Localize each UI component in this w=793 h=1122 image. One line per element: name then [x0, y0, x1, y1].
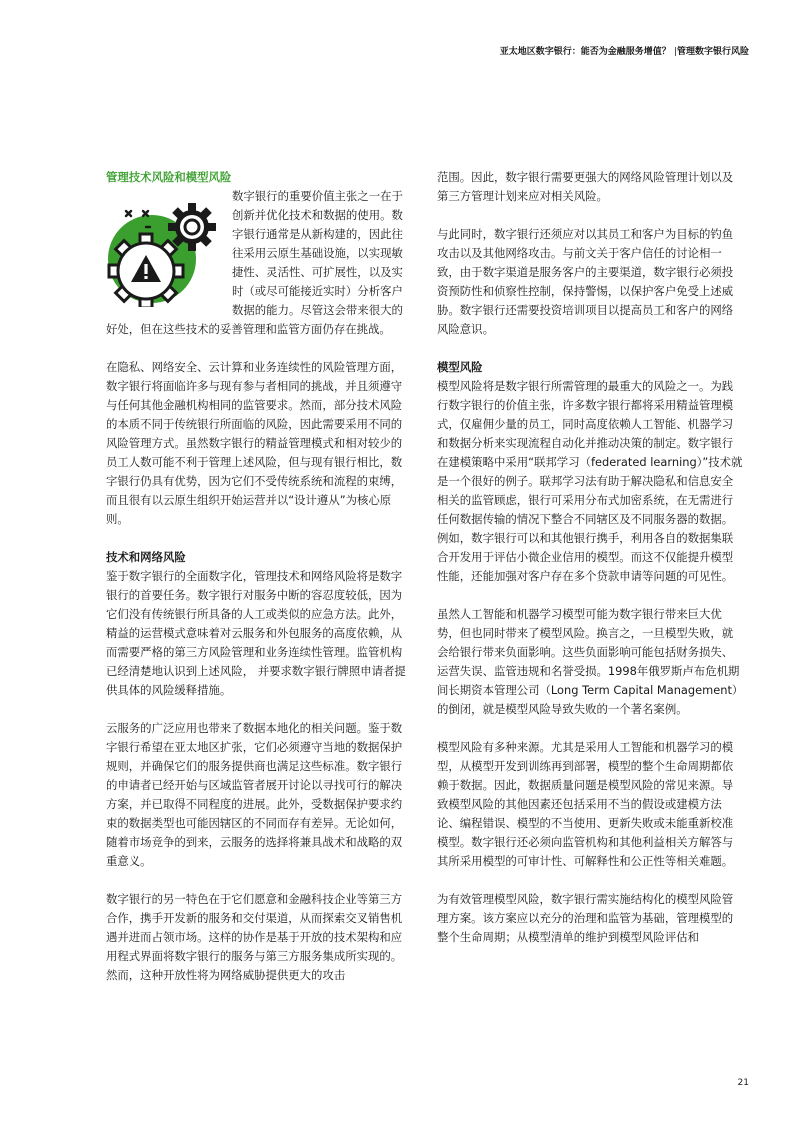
intro-paragraph: 数字银行的重要价值主张之一在于创新并优化技术和数据的使用。数字银行通常是从新构建的，因此往往采用云原生基础设施，以实现敏捷性、灵活性、可扩展性，以及实时（或尽可能接近实时）分析客户数据的能力。尽管这会带来很大的好处，但在这些技术的妥善管理和监管方面仍存在挑战。	[106, 189, 403, 336]
paragraph: 云服务的广泛应用也带来了数据本地化的相关问题。鉴于数字银行希望在亚太地区扩张，它们必须遵守当地的数据保护规则，并确保它们的服务提供商也满足这些标准。数字银行的申请者已经开始与区域监管者展开讨论以寻找可行的解决方案，并已取得不同程度的进展。此外，受数据保护要求约束的数据类型也可能因辖区的不同而存有差异。无论如何，随着市场竞争的到来，云服务的选择将兼具战术和战略的双重意义。	[106, 721, 403, 868]
paragraph: 模型风险有多种来源。尤其是采用人工智能和机器学习的模型，从模型开发到训练再到部署，模型的整个生命周期都依赖于数据。因此，数据质量问题是模型风险的常见来源。导致模型风险的其他因素还包括采用不当的假设或建模方法论、编程错误、模型的不当使用、更新失败或未能重新校准模型。数字银行还必须向监管机构和其他利益相关方解答与其所采用模型的可审计性、可解释性和公正性等相关难题。	[437, 740, 734, 868]
paragraph: 鉴于数字银行的全面数字化，管理技术和网络风险将是数字银行的首要任务。数字银行对服务中断的容忍度较低，因为它们没有传统银行所具备的人工或类似的应急方法。此外，精益的运营模式意味着对云服务和外包服务的高度依赖，从而需要严格的第三方风险管理和业务连续性管理。监管机构已经清楚地认识到上述风险， 并要求数字银行牌照申请者提供具体的风险缓释措施。	[106, 569, 406, 697]
paragraph: 范围。因此，数字银行需要更强大的网络风险管理计划以及第三方管理计划来应对相关风险。	[437, 170, 734, 203]
header-section: 管理数字银行风险	[676, 47, 749, 57]
header-separator: |	[673, 47, 677, 57]
left-column	[106, 168, 412, 985]
paragraph: 为有效管理模型风险，数字银行需实施结构化的模型风险管理方案。该方案应以充分的治理和监管为基础，管理模型的整个生命周期；从模型清单的维护到模型风险评估和	[437, 892, 734, 944]
intro-block	[106, 187, 412, 339]
section-heading: 管理技术风险和模型风险	[106, 170, 232, 184]
page-number: 21	[737, 1078, 749, 1088]
paragraph: 在隐私、网络安全、云计算和业务连续性的风险管理方面，数字银行将面临许多与现有参与者相同的挑战，并且须遵守与任何其他金融机构相同的监管要求。然而，部分技术风险的本质不同于传统银行所面临的风险，因此需要采用不同的风险管理方式。虽然数字银行的精益管理模式和相对较少的员工人数可能不利于管理上述风险，但与现有银行相比，数字银行仍具有优势，因为它们不受传统系统和流程的束缚，而且很有以云原生组织开始运营并以“设计遵从”为核心原则。	[106, 360, 403, 526]
paragraph: 数字银行的另一特色在于它们愿意和金融科技企业等第三方合作，携手开发新的服务和交付渠道，从而探索交叉销售机遇并进而占领市场。这样的协作是基于开放的技术架构和应用程式界面将数字银行的服务与第三方服务集成所实现的。然而，这种开放性将为网络威胁提供更大的攻击	[106, 892, 403, 982]
running-header	[500, 44, 749, 57]
right-column	[437, 168, 743, 947]
paragraph: 虽然人工智能和机器学习模型可能为数字银行带来巨大优势，但也同时带来了模型风险。换言之，一旦模型失败，就会给银行带来负面影响。这些负面影响可能包括财务损失、运营失误、监管违规和名誉受损。1998年俄罗斯卢布危机期间长期资本管理公司（Long Term Capital Management）的倒闭，就是模型风险导致失败的一个著名案例。	[437, 607, 740, 716]
paragraph: 模型风险将是数字银行所需管理的最重大的风险之一。为践行数字银行的价值主张，许多数字银行都将采用精益管理模式，仅雇佣少量的员工，同时高度依赖人工智能、机器学习和数据分析来实现流程自动化并推动决策的制定。数字银行在建模策略中采用“联邦学习（federated learning）”技术就是一个很好的例子。联邦学习法有助于解决隐私和信息安全相关的监管顾虑，银行可采用分布式加密系统，在无需进行任何数据传输的情况下整合不同辖区及不同服务器的数据。例如，数字银行可以和其他银行携手，利用各自的数据集联合开发用于评估小微企业信用的模型。而这不仅能提升模型性能，还能加强对客户存在多个贷款申请等问题的可见性。	[437, 379, 743, 583]
paragraph: 与此同时，数字银行还须应对以其员工和客户为目标的钓鱼攻击以及其他网络攻击。与前文关于客户信任的讨论相一致，由于数字渠道是服务客户的主要渠道，数字银行必须投资预防性和侦察性控制，保持警惕，以保护客户免受上述威胁。数字银行还需要投资培训项目以提高员工和客户的网络风险意识。	[437, 227, 734, 336]
gear-warning-icon	[106, 189, 230, 307]
subheading-tech-cyber: 技术和网络风险	[106, 550, 186, 564]
subheading-model-risk: 模型风险	[437, 360, 483, 374]
header-title: 亚太地区数字银行：能否为金融服务增值？	[499, 47, 671, 57]
